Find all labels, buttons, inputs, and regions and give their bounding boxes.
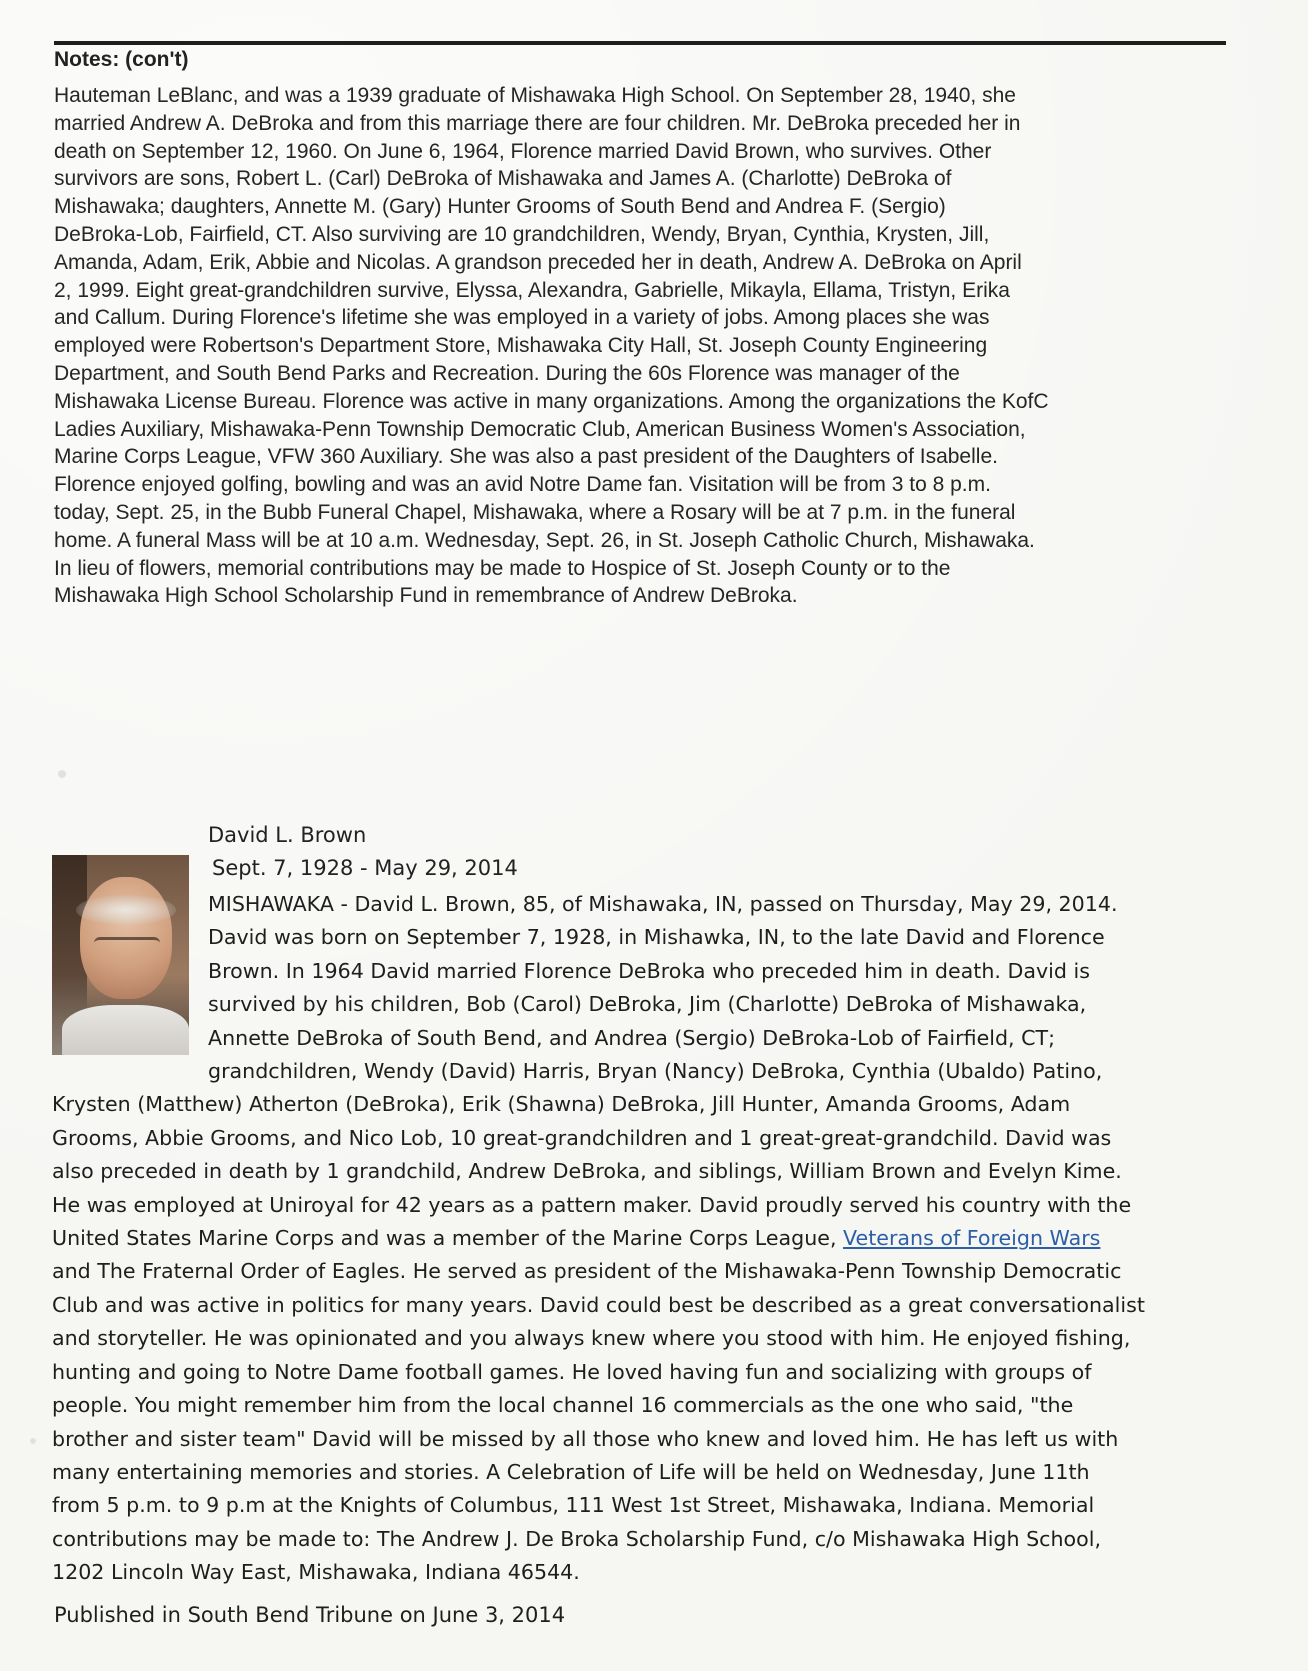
obituary-line: many entertaining memories and stories. A Celebration of Life will be held on Wednesday, June 11th (52, 1459, 1090, 1484)
obituary-line: and storyteller. He was opinionated and you always knew where you stood with him. He enjoyed fishing, (52, 1326, 1131, 1351)
scan-speck (30, 1438, 36, 1444)
obituary-line: MISHAWAKA - David L. Brown, 85, of Mishawaka, IN, passed on Thursday, May 29, 2014. (208, 892, 1118, 916)
obituary-dates: Sept. 7, 1928 - May 29, 2014 (212, 856, 518, 880)
obituary-name: David L. Brown (208, 823, 367, 847)
obituary-line: grandchildren, Wendy (David) Harris, Bryan (Nancy) DeBroka, Cynthia (Ubaldo) Patino, (208, 1059, 1103, 1084)
obituary-line: Brown. In 1964 David married Florence DeBroka who preceded him in death. David is (208, 958, 1090, 983)
obituary-line: from 5 p.m. to 9 p.m at the Knights of Columbus, 111 West 1st Street, Mishawaka, Indiana. Memorial (52, 1493, 1095, 1518)
notes-line: Marine Corps League, VFW 360 Auxiliary. She was also a past president of the Daughters of Isabelle. (54, 445, 998, 469)
obituary-line: also preceded in death by 1 grandchild, Andrew DeBroka, and siblings, William Brown and Evelyn Kime. (52, 1159, 1122, 1184)
notes-line: Mishawaka License Bureau. Florence was active in many organizations. Among the organizations the KofC (54, 389, 1049, 413)
obituary-line-prefix: United States Marine Corps and was a member of the Marine Corps League, (52, 1226, 844, 1251)
obituary-line: people. You might remember him from the local channel 16 commercials as the one who said, "the (52, 1393, 1074, 1418)
notes-line: survivors are sons, Robert L. (Carl) DeBroka of Mishawaka and James A. (Charlotte) DeBroka of (54, 167, 952, 191)
notes-line: Hauteman LeBlanc, and was a 1939 graduate of Mishawaka High School. On September 28, 1940, she (54, 84, 1016, 107)
notes-line: home. A funeral Mass will be at 10 a.m. Wednesday, Sept. 26, in St. Joseph Catholic Church, Mishawaka. (54, 528, 1035, 552)
notes-line: Department, and South Bend Parks and Recreation. During the 60s Florence was manager of the (54, 361, 960, 385)
obituary-line: contributions may be made to: The Andrew J. De Broka Scholarship Fund, c/o Mishawaka High School, (52, 1526, 1102, 1551)
obituary-line: Club and was active in politics for many years. David could best be described as a great conversationalist (52, 1292, 1145, 1317)
obituary-indented-block (208, 888, 1230, 1088)
notes-line: Mishawaka; daughters, Annette M. (Gary) Hunter Grooms of South Bend and Andrea F. (Sergio) (54, 195, 946, 219)
notes-line: and Callum. During Florence's lifetime she was employed in a variety of jobs. Among places she was (54, 306, 990, 330)
notes-line: today, Sept. 25, in the Bubb Funeral Chapel, Mishawaka, where a Rosary will be at 7 p.m. in the funeral (54, 500, 1016, 524)
notes-line: In lieu of flowers, memorial contributions may be made to Hospice of St. Joseph County or to the (54, 556, 951, 580)
notes-line: Amanda, Adam, Erik, Abbie and Nicolas. A grandson preceded her in death, Andrew A. DeBroka on April (54, 250, 1022, 274)
notes-heading: Notes: (con't) (54, 48, 189, 71)
obituary-line: He was employed at Uniroyal for 42 years as a pattern maker. David proudly served his country with the (52, 1192, 1132, 1217)
top-rule-divider (54, 41, 1226, 45)
published-note: Published in South Bend Tribune on June 3, 2014 (54, 1603, 566, 1627)
obituary-line: and The Fraternal Order of Eagles. He served as president of the Mishawaka-Penn Township Democratic (52, 1259, 1122, 1284)
obituary-line: hunting and going to Notre Dame football games. He loved having fun and socializing with groups of (52, 1359, 1092, 1384)
notes-line: Mishawaka High School Scholarship Fund in remembrance of Andrew DeBroka. (54, 584, 798, 608)
obituary-line: Grooms, Abbie Grooms, and Nico Lob, 10 great-grandchildren and 1 great-great-grandchild. David was (52, 1125, 1112, 1150)
notes-body (54, 82, 1234, 610)
obituary-line: Krysten (Matthew) Atherton (DeBroka), Erik (Shawna) DeBroka, Jill Hunter, Amanda Grooms, Adam (52, 1092, 1071, 1117)
obituary-line: David was born on September 7, 1928, in Mishawka, IN, to the late David and Florence (208, 925, 1105, 950)
obituary-line-with-link (52, 1222, 1230, 1255)
scan-speck (58, 770, 66, 778)
obituary-body (52, 888, 1230, 1590)
notes-line: Florence enjoyed golfing, bowling and was an avid Notre Dame fan. Visitation will be from 3 to 8 p.m. (54, 473, 991, 497)
obituary-line: survived by his children, Bob (Carol) DeBroka, Jim (Charlotte) DeBroka of Mishawaka, (208, 992, 1087, 1017)
notes-line: married Andrew A. DeBroka and from this marriage there are four children. Mr. DeBroka preceded her in (54, 111, 1021, 135)
veterans-of-foreign-wars-link[interactable]: Veterans of Foreign Wars (843, 1226, 1101, 1251)
obituary-line: Annette DeBroka of South Bend, and Andrea (Sergio) DeBroka-Lob of Fairfield, CT; (208, 1025, 1056, 1050)
obituary-line: brother and sister team" David will be missed by all those who knew and loved him. He has left us with (52, 1426, 1119, 1451)
obituary-line: 1202 Lincoln Way East, Mishawaka, Indiana 46544. (52, 1560, 580, 1585)
notes-line: death on September 12, 1960. On June 6, 1964, Florence married David Brown, who survives. Other (54, 139, 992, 163)
notes-line: Ladies Auxiliary, Mishawaka-Penn Township Democratic Club, American Business Women's Association, (54, 417, 1026, 441)
notes-line: 2, 1999. Eight great-grandchildren survive, Elyssa, Alexandra, Gabrielle, Mikayla, Ellama, Tristyn, Erika (54, 278, 1010, 302)
notes-line: employed were Robertson's Department Store, Mishawaka City Hall, St. Joseph County Engineering (54, 334, 988, 358)
notes-line: DeBroka-Lob, Fairfield, CT. Also surviving are 10 grandchildren, Wendy, Bryan, Cynthia, Krysten, Jill, (54, 222, 990, 246)
